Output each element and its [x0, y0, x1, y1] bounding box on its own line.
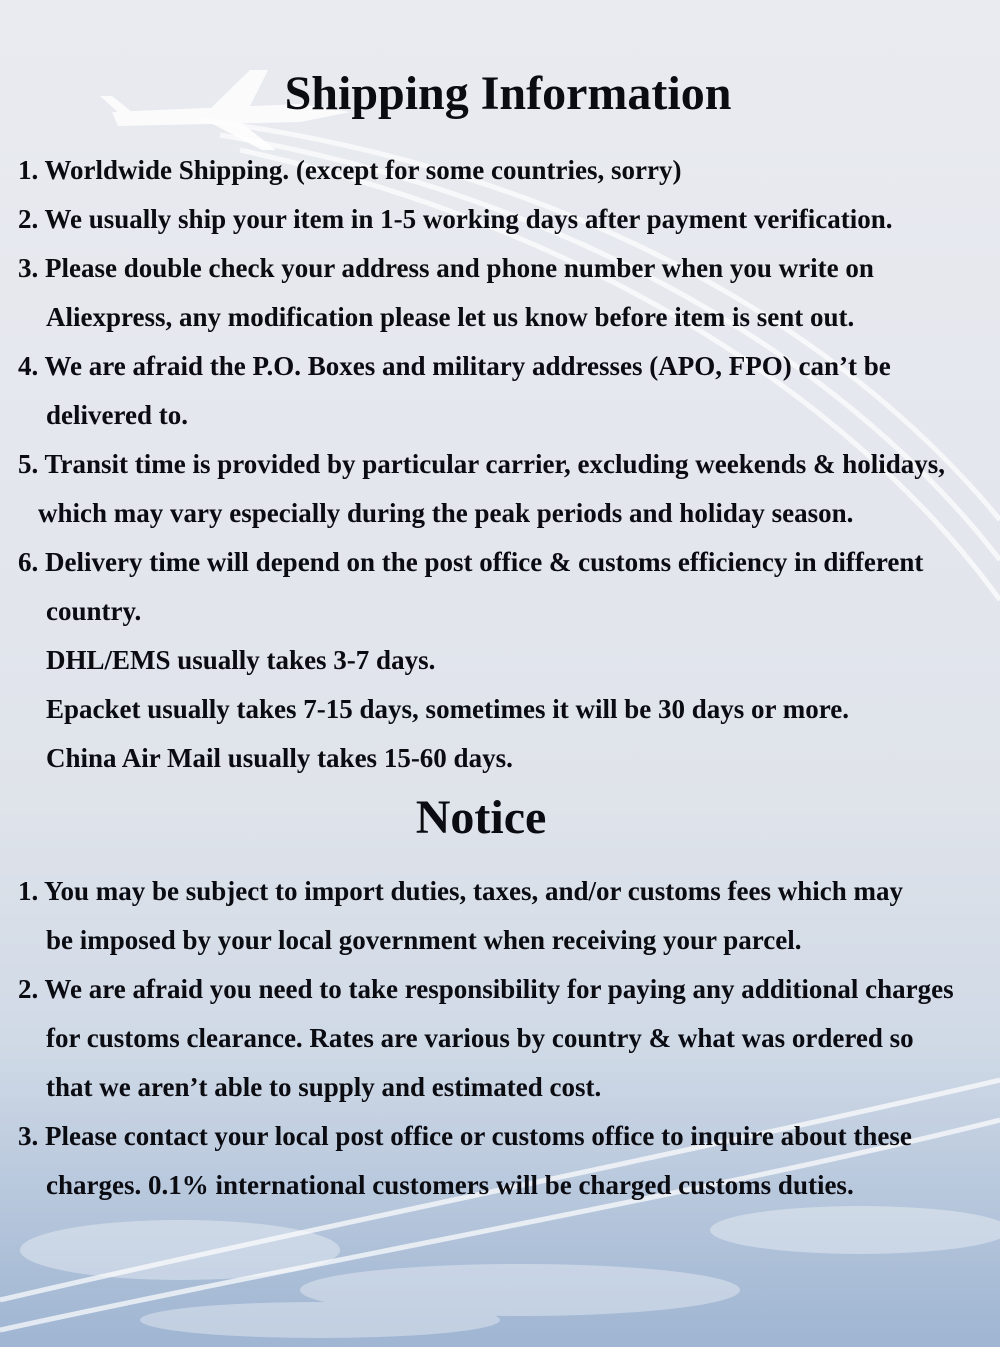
shipping-line-2: 2. We usually ship your item in 1-5 working days after payment verification. — [18, 204, 893, 234]
notice-line-2-cont: for customs clearance. Rates are various by country & what was ordered so — [46, 1023, 914, 1053]
shipping-airmail-line: China Air Mail usually takes 15-60 days. — [46, 743, 513, 773]
notice-line-1-cont: be imposed by your local government when receiving your parcel. — [46, 925, 802, 955]
shipping-line-5: 5. Transit time is provided by particular carrier, excluding weekends & holidays, — [18, 449, 946, 479]
shipping-line-3: 3. Please double check your address and phone number when you write on — [18, 253, 874, 283]
shipping-line-6-cont: country. — [46, 596, 142, 626]
page-title: Shipping Information — [284, 67, 732, 120]
notice-line-2-cont2: that we aren’t able to supply and estimated cost. — [46, 1072, 602, 1102]
shipping-dhl-line: DHL/EMS usually takes 3-7 days. — [46, 645, 436, 675]
shipping-line-4-cont: delivered to. — [46, 400, 188, 430]
shipping-line-5-cont: which may vary especially during the peak periods and holiday season. — [38, 498, 854, 528]
notice-line-2: 2. We are afraid you need to take responsibility for paying any additional charges — [18, 974, 954, 1004]
shipping-line-4: 4. We are afraid the P.O. Boxes and military addresses (APO, FPO) can’t be — [18, 351, 891, 381]
notice-title: Notice — [415, 791, 547, 844]
shipping-epacket-line: Epacket usually takes 7-15 days, sometimes it will be 30 days or more. — [46, 694, 849, 724]
notice-line-1: 1. You may be subject to import duties, taxes, and/or customs fees which may — [18, 876, 903, 906]
notice-line-3: 3. Please contact your local post office or customs office to inquire about these — [18, 1121, 912, 1151]
shipping-line-6: 6. Delivery time will depend on the post office & customs efficiency in different — [18, 547, 924, 577]
shipping-line-3-cont: Aliexpress, any modification please let us know before item is sent out. — [46, 302, 855, 332]
notice-line-3-cont: charges. 0.1% international customers will be charged customs duties. — [46, 1170, 854, 1200]
shipping-line-1: 1. Worldwide Shipping. (except for some countries, sorry) — [18, 155, 682, 185]
